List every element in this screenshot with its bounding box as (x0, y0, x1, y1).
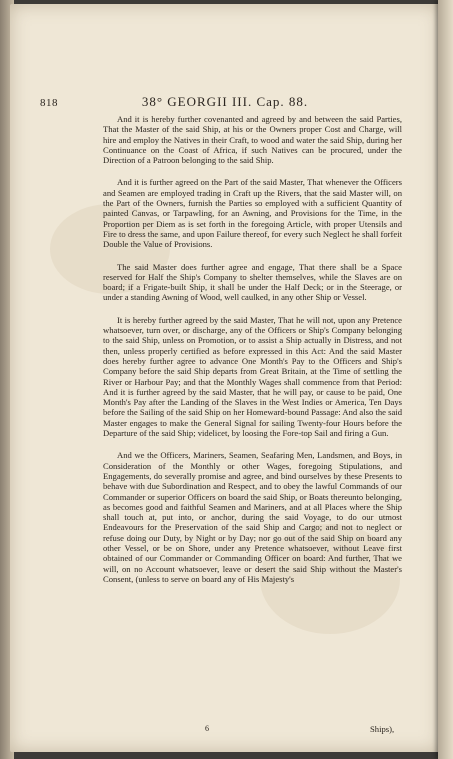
paragraph: And it is hereby further covenanted and agreed by and between the said Parties, That the Master of the said Ship, at his or the Owners proper Cost and Charge, will hire and employ the Natives in their Craft, to wood and water the said Ship, during her Continuance on the Coast of Africa, if such Natives can be procured, under the Direction of a Patroon belonging to the said Ship. (103, 114, 402, 166)
catchword: Ships), (370, 724, 395, 734)
paragraph: And it is further agreed on the Part of the said Master, That whenever the Officers and Seamen are employed trading in Craft up the Rivers, that the said Master will, on the Part of the Owners, furnish the Parties so employed with a sufficient Quantity of painted Canvas, or Tarpawling, for an Awning, and Provisions for the Time, in the Proportion per Diem as is set forth in the foregoing Article, with proper Utensils and Fire to dress the same, and upon Failure thereof, for every such Neglect he shall forfeit Double the Value of Provisions. (103, 177, 402, 250)
book-page (10, 4, 440, 752)
paragraph: And we the Officers, Mariners, Seamen, Seafaring Men, Landsmen, and Boys, in Consideration of the Monthly or other Wages, foregoing Stipulations, and Engagements, do severally promise and agree, and bind ourselves by these Presents to behave with due Subordination and Respect, and to obey the lawful Commands of our Commander or superior Officers on board the said Ship, or Boats thereunto belonging, as becomes good and faithful Seamen and Mariners, and at all Places where the Ship shall touch at, put into, or anchor, during the said Voyage, to do our utmost Endeavours for the Preservation of the said Ship and Cargo; and not to neglect or refuse doing our Duty, by Night or by Day; nor go out of the said Ship on board any other Vessel, or be on Shore, under any Pretence whatsoever, without Leave first obtained of our Commander or Commanding Officer on board: And further, That we will, on no Account whatsoever, leave or desert the said Ship without the Master's Consent, (unless to serve on board any of His Majesty's (103, 450, 402, 584)
signature-mark: 6 (205, 724, 209, 733)
paragraph: The said Master does further agree and engage, That there shall be a Space reserved for Half the Ship's Company to shelter themselves, while the Slaves are on board; if a Frigate-built Ship, it shall be under the Half Deck; or in the Steerage, or under a standing Awning of Wood, well caulked, in any other Ship or Vessel. (103, 261, 402, 303)
page-number: 818 (40, 97, 58, 109)
paragraph: It is hereby further agreed by the said Master, That he will not, upon any Pretence whatsoever, turn over, or discharge, any of the Officers or Ship's Company belonging to the said Ship, unless on Promotion, or to assist a Ship actually in Distress, and not then, unless properly certified as before expressed in this Act: And the said Master does hereby further agree to advance One Month's Pay to the Officers and Ship's Company before the said Ship departs from Great Britain, at the Time of settling the River or Harbour Pay; and that the Monthly Wages shall commence from that Period: And it is further agreed by the said Master, that he will pay, or cause to be paid, One Month's Pay after the Landing of the Slaves in the West Indies or America, Ten Days before the Sailing of the said Ship on her Homeward-bound Passage: And also the said Master engages to make the General Signal for sailing Twenty-four Hours before the Departure of the said Ship; videlicet, by loosing the Fore-top Sail and firing a Gun. (103, 314, 402, 439)
body-text (103, 114, 402, 596)
page-edge-right (438, 0, 453, 759)
running-head: 38° GEORGII III. Cap. 88. (141, 94, 309, 109)
